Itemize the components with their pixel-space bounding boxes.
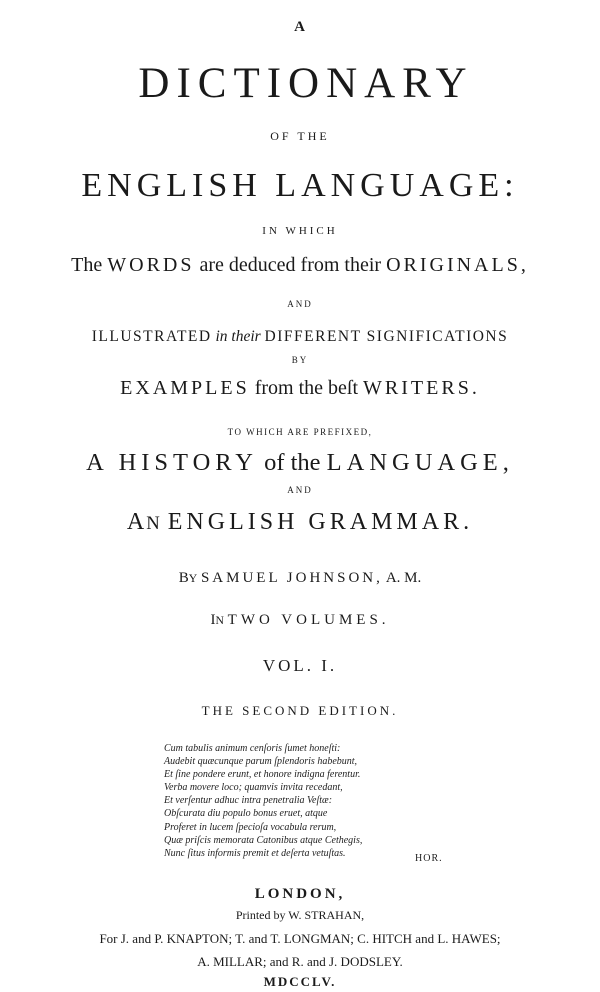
- by-line: BY: [291, 355, 309, 365]
- imprint-date: MDCCLV.: [263, 974, 337, 989]
- history-line-part: A HISTORY: [86, 449, 258, 476]
- motto-line: Obſcurata diu populo bonus eruet, atque: [164, 808, 328, 820]
- motto-line: Verba movere loco; quamvis invita recedant,: [164, 782, 343, 794]
- volumes-line-part: I: [210, 612, 216, 628]
- motto-line: Et verſentur adhuc intra penetralia Veſtæ:: [164, 795, 333, 807]
- illustrated-line-part: DIFFERENT SIGNIFICATIONS: [264, 328, 509, 345]
- in-which-line: IN WHICH: [262, 225, 338, 237]
- examples-line-part: EXAMPLES: [120, 377, 250, 399]
- edition-line: THE SECOND EDITION.: [201, 703, 399, 718]
- history-line: [0, 451, 600, 476]
- words-line: [0, 255, 600, 275]
- motto-line: Cum tabulis animum cenſoris ſumet honeſti:: [164, 743, 341, 754]
- and-line: AND: [287, 299, 313, 309]
- author-line: [0, 571, 600, 586]
- imprint-booksellers: For J. and P. KNAPTON; T. and T. LONGMAN; C. HITCH and L. HAWES;: [99, 931, 501, 946]
- imprint-booksellers: A. MILLAR; and R. and J. DODSLEY.: [197, 954, 403, 969]
- words-line-part: The: [71, 254, 103, 276]
- title-article: A: [294, 19, 306, 35]
- motto-line: Quæ priſcis memorata Catonibus atque Cethegis,: [164, 834, 363, 846]
- prefixed-line: TO WHICH ARE PREFIXED,: [227, 427, 373, 437]
- imprint-city: LONDON,: [254, 886, 346, 902]
- volume-number: VOL. I.: [262, 656, 338, 675]
- volumes-line-part: TWO VOLUMES.: [227, 612, 390, 628]
- volumes-line-part: N: [215, 614, 224, 627]
- latin-motto: [164, 742, 454, 860]
- examples-line-part: beſt: [328, 377, 359, 399]
- grammar-line-part: A: [126, 509, 147, 535]
- motto-line: Proferet in lucem ſpecioſa vocabula rerum,: [164, 821, 337, 833]
- examples-line-part: from the: [254, 377, 324, 399]
- author-degree: A. M.: [385, 570, 422, 586]
- history-line-part: LANGUAGE,: [326, 449, 514, 476]
- motto-attribution: HOR.: [415, 853, 443, 864]
- illustrated-line: [0, 329, 600, 345]
- words-line-part: are deduced from their: [199, 254, 382, 276]
- grammar-line: [0, 510, 600, 534]
- motto-line: Et ſine pondere erunt, et honore indigna ferentur.: [164, 769, 361, 781]
- subject-title: ENGLISH LANGUAGE:: [81, 167, 519, 204]
- examples-line-part: WRITERS.: [363, 377, 480, 399]
- volumes-line: [0, 613, 600, 628]
- and-line: AND: [287, 485, 313, 495]
- examples-line: [0, 378, 600, 398]
- imprint-printer: Printed by W. STRAHAN,: [235, 908, 365, 922]
- grammar-line-part: N: [146, 513, 162, 534]
- author-name: SAMUEL JOHNSON,: [200, 570, 383, 586]
- of-the-line: OF THE: [270, 129, 330, 143]
- motto-line: Audebit quæcunque parum ſplendoris habebunt,: [164, 756, 358, 768]
- words-line-part: ORIGINALS,: [386, 254, 529, 276]
- illustrated-line-part: in their: [215, 328, 261, 345]
- main-title: DICTIONARY: [138, 60, 474, 107]
- motto-line: Nunc ſitus informis premit et deſerta vetuſtas.: [164, 847, 346, 859]
- author-line-part: Y: [188, 572, 198, 585]
- grammar-line-part: ENGLISH GRAMMAR.: [167, 509, 474, 535]
- author-line-part: B: [178, 570, 189, 586]
- history-line-part: of the: [264, 449, 321, 476]
- illustrated-line-part: ILLUSTRATED: [91, 328, 212, 345]
- words-line-part: WORDS: [107, 254, 195, 276]
